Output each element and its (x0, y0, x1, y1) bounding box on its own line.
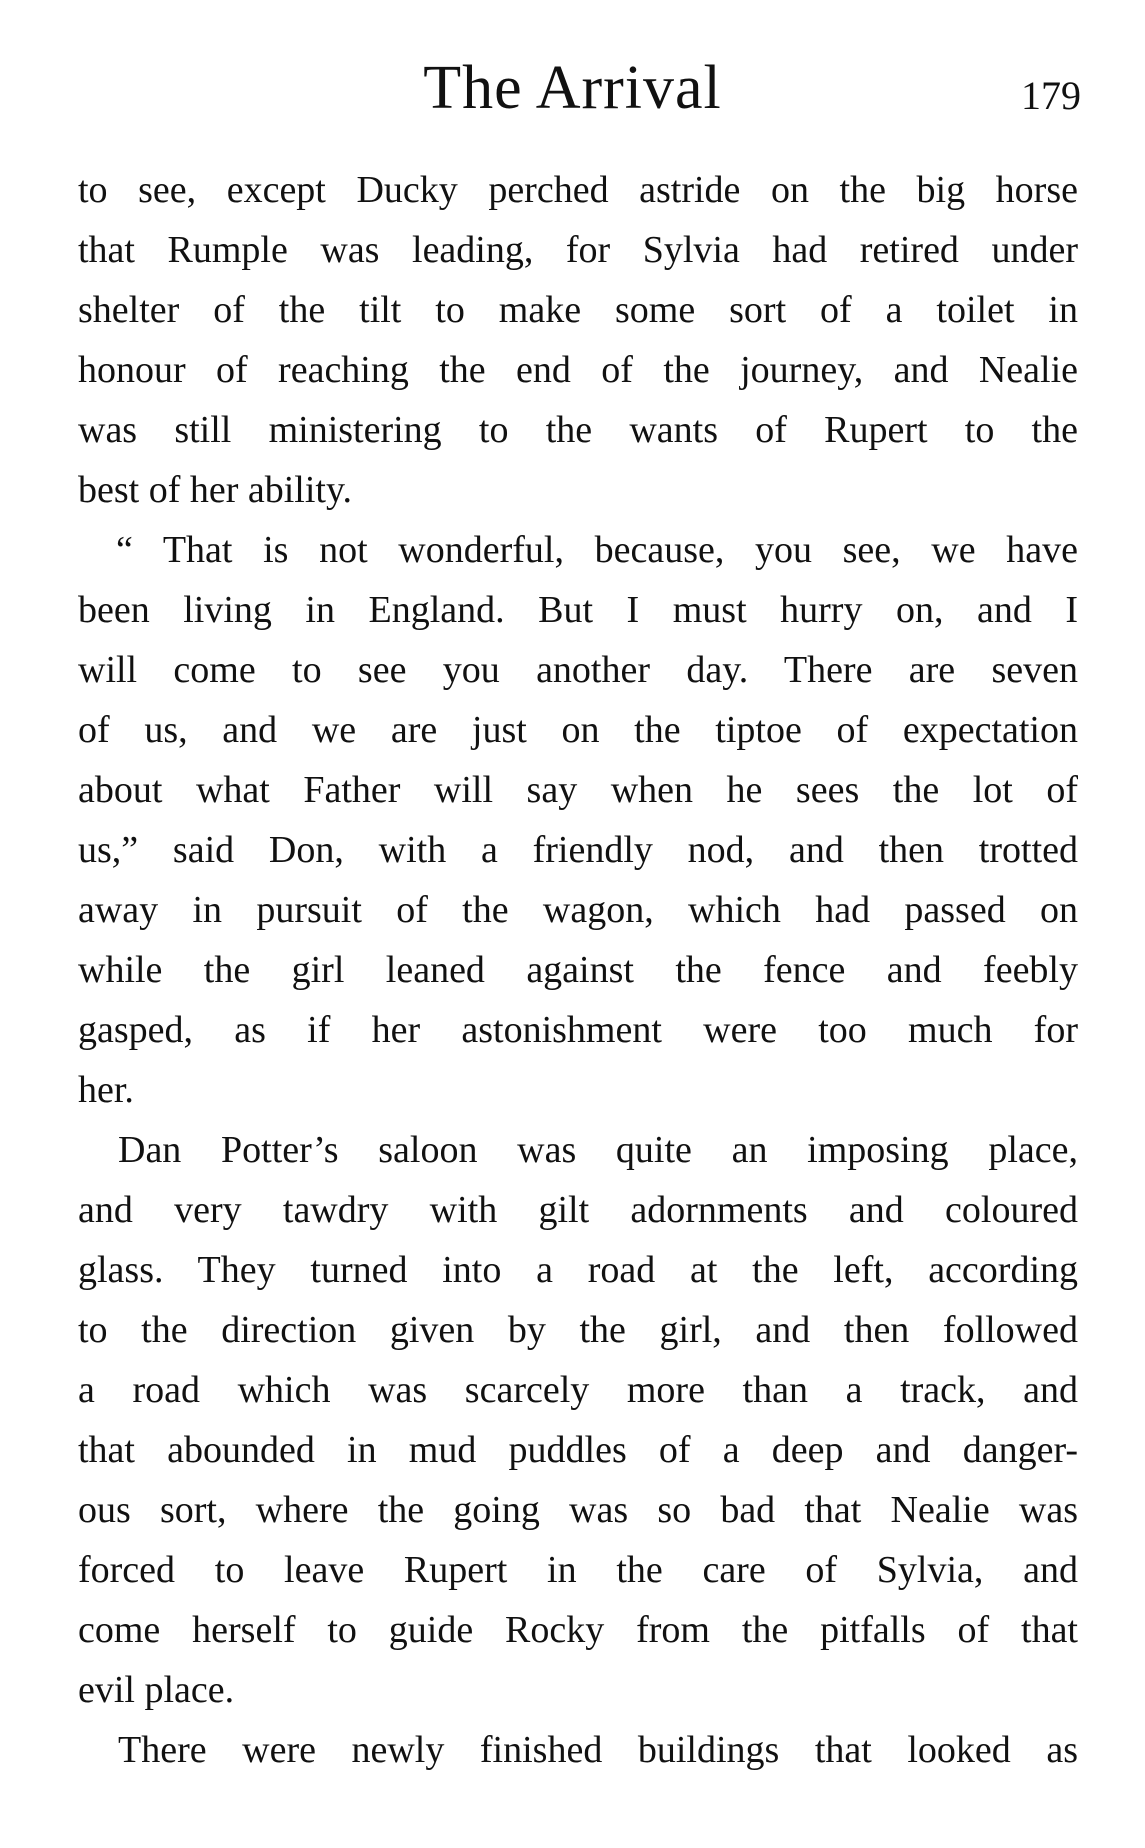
text-line: was still ministering to the wants of Rupert to the (78, 409, 1078, 451)
text-line: to see, except Ducky perched astride on the big horse (78, 169, 1078, 211)
text-line: gasped, as if her astonishment were too much for (78, 1009, 1078, 1051)
text-line: evil place. (78, 1669, 235, 1711)
text-line: her. (78, 1069, 134, 1111)
text-line: glass. They turned into a road at the left, according (78, 1249, 1078, 1291)
text-line: shelter of the tilt to make some sort of a toilet in (78, 289, 1078, 331)
text-line: about what Father will say when he sees the lot of (78, 769, 1078, 811)
text-line: to the direction given by the girl, and then followed (78, 1309, 1078, 1351)
text-line: will come to see you another day. There are seven (78, 649, 1078, 691)
text-line: honour of reaching the end of the journey, and Nealie (78, 349, 1078, 391)
text-line: come herself to guide Rocky from the pitfalls of that (78, 1609, 1078, 1651)
text-line: “ That is not wonderful, because, you see, we have (116, 529, 1078, 571)
text-line: us,” said Don, with a friendly nod, and then trotted (78, 829, 1078, 871)
text-line: ous sort, where the going was so bad that Nealie was (78, 1489, 1078, 1531)
text-line: while the girl leaned against the fence and feebly (78, 949, 1078, 991)
text-line: best of her ability. (78, 469, 353, 511)
text-line: forced to leave Rupert in the care of Sylvia, and (78, 1549, 1078, 1591)
text-line: that Rumple was leading, for Sylvia had retired under (78, 229, 1078, 271)
text-line: There were newly finished buildings that looked as (118, 1729, 1078, 1771)
page-header (0, 48, 1145, 128)
page-number: 179 (1021, 73, 1081, 118)
text-line: a road which was scarcely more than a track, and (78, 1369, 1078, 1411)
text-line: away in pursuit of the wagon, which had passed on (78, 889, 1078, 931)
text-line: been living in England. But I must hurry on, and I (78, 589, 1078, 631)
body-text (78, 160, 1078, 1780)
text-line: that abounded in mud puddles of a deep and danger- (78, 1429, 1078, 1471)
text-line: of us, and we are just on the tiptoe of expectation (78, 709, 1078, 751)
running-title: The Arrival (423, 54, 722, 122)
text-line: Dan Potter’s saloon was quite an imposing place, (118, 1129, 1078, 1171)
text-line: and very tawdry with gilt adornments and coloured (78, 1189, 1078, 1231)
